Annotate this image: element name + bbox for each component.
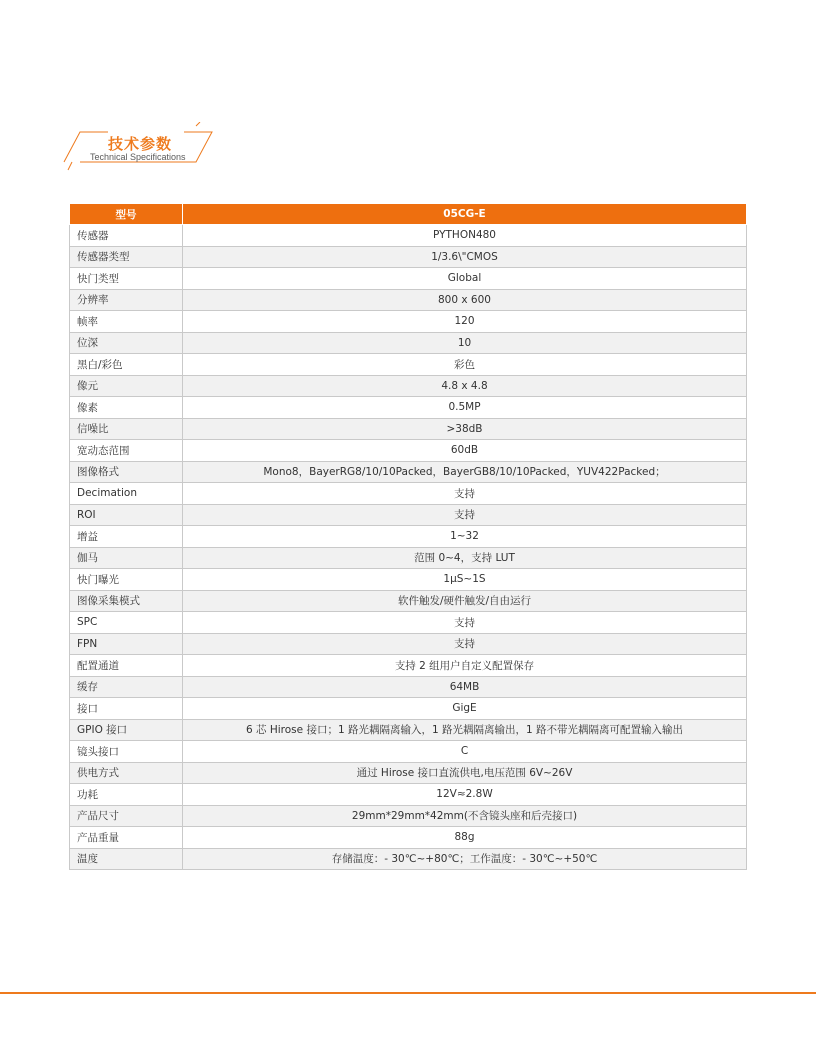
spec-value: >38dB xyxy=(183,418,747,440)
spec-label: 位深 xyxy=(70,332,183,354)
table-row xyxy=(70,655,747,677)
spec-value: C xyxy=(183,741,747,763)
table-row xyxy=(70,676,747,698)
spec-value: PYTHON480 xyxy=(183,225,747,247)
spec-value: 1/3.6\"CMOS xyxy=(183,246,747,268)
table-row xyxy=(70,289,747,311)
table-row xyxy=(70,504,747,526)
table-row xyxy=(70,762,747,784)
spec-value: 支持 xyxy=(183,612,747,634)
spec-value: 120 xyxy=(183,311,747,333)
spec-label: 快门类型 xyxy=(70,268,183,290)
spec-value: 0.5MP xyxy=(183,397,747,419)
spec-value: 4.8 x 4.8 xyxy=(183,375,747,397)
column-header-model: 型号 xyxy=(70,204,183,225)
table-row xyxy=(70,590,747,612)
spec-value: GigE xyxy=(183,698,747,720)
table-row xyxy=(70,397,747,419)
spec-label: 伽马 xyxy=(70,547,183,569)
table-row xyxy=(70,719,747,741)
spec-value: 60dB xyxy=(183,440,747,462)
spec-label: 传感器 xyxy=(70,225,183,247)
table-row xyxy=(70,483,747,505)
spec-value: 29mm*29mm*42mm(不含镜头座和后壳接口) xyxy=(183,805,747,827)
table-row xyxy=(70,784,747,806)
spec-value: 通过 Hirose 接口直流供电,电压范围 6V~26V xyxy=(183,762,747,784)
spec-value: 6 芯 Hirose 接口；1 路光耦隔离输入，1 路光耦隔离输出，1 路不带光耦隔离可配置输入输出 xyxy=(183,719,747,741)
spec-label: 温度 xyxy=(70,848,183,870)
spec-value: 支持 xyxy=(183,483,747,505)
spec-value: 软件触发/硬件触发/自由运行 xyxy=(183,590,747,612)
spec-value: Global xyxy=(183,268,747,290)
column-header-product: 05CG-E xyxy=(183,204,747,225)
spec-label: FPN xyxy=(70,633,183,655)
spec-label: 像素 xyxy=(70,397,183,419)
spec-table-body xyxy=(70,225,747,870)
spec-value: 800 x 600 xyxy=(183,289,747,311)
spec-label: 产品重量 xyxy=(70,827,183,849)
spec-label: 分辨率 xyxy=(70,289,183,311)
spec-label: 黑白/彩色 xyxy=(70,354,183,376)
spec-label: 帧率 xyxy=(70,311,183,333)
table-row xyxy=(70,526,747,548)
spec-label: 产品尺寸 xyxy=(70,805,183,827)
spec-label: 接口 xyxy=(70,698,183,720)
spec-label: 缓存 xyxy=(70,676,183,698)
spec-value: 64MB xyxy=(183,676,747,698)
spec-value: 支持 2 组用户自定义配置保存 xyxy=(183,655,747,677)
table-row xyxy=(70,332,747,354)
spec-label: 增益 xyxy=(70,526,183,548)
spec-value: 支持 xyxy=(183,633,747,655)
table-header-row xyxy=(70,204,747,225)
table-row xyxy=(70,848,747,870)
table-row xyxy=(70,698,747,720)
spec-label: 配置通道 xyxy=(70,655,183,677)
table-row xyxy=(70,354,747,376)
spec-value: 存储温度：- 30℃~+80℃；工作温度：- 30℃~+50℃ xyxy=(183,848,747,870)
spec-label: SPC xyxy=(70,612,183,634)
spec-value: 1μS~1S xyxy=(183,569,747,591)
table-row xyxy=(70,440,747,462)
footer-divider xyxy=(0,992,816,994)
spec-table xyxy=(69,203,747,870)
spec-value: 支持 xyxy=(183,504,747,526)
spec-label: 功耗 xyxy=(70,784,183,806)
spec-label: 宽动态范围 xyxy=(70,440,183,462)
table-row xyxy=(70,612,747,634)
table-row xyxy=(70,741,747,763)
spec-label: Decimation xyxy=(70,483,183,505)
spec-label: 镜头接口 xyxy=(70,741,183,763)
table-row xyxy=(70,461,747,483)
section-title: 技术参数 xyxy=(108,135,173,153)
spec-value: Mono8，BayerRG8/10/10Packed，BayerGB8/10/10Packed，YUV422Packed； xyxy=(183,461,747,483)
spec-label: 图像格式 xyxy=(70,461,183,483)
spec-label: 快门曝光 xyxy=(70,569,183,591)
spec-value: 88g xyxy=(183,827,747,849)
table-row xyxy=(70,569,747,591)
spec-label: ROI xyxy=(70,504,183,526)
table-row xyxy=(70,225,747,247)
table-row xyxy=(70,633,747,655)
spec-label: 图像采集模式 xyxy=(70,590,183,612)
table-row xyxy=(70,805,747,827)
spec-value: 范围 0~4，支持 LUT xyxy=(183,547,747,569)
table-row xyxy=(70,311,747,333)
spec-value: 10 xyxy=(183,332,747,354)
table-row xyxy=(70,375,747,397)
spec-value: 彩色 xyxy=(183,354,747,376)
section-subtitle: Technical Specifications xyxy=(90,152,186,162)
table-row xyxy=(70,246,747,268)
spec-value: 12V≈2.8W xyxy=(183,784,747,806)
table-row xyxy=(70,418,747,440)
table-row xyxy=(70,827,747,849)
spec-label: 像元 xyxy=(70,375,183,397)
spec-value: 1~32 xyxy=(183,526,747,548)
section-header xyxy=(62,122,222,174)
table-row xyxy=(70,547,747,569)
table-row xyxy=(70,268,747,290)
spec-label: 传感器类型 xyxy=(70,246,183,268)
spec-label: 信噪比 xyxy=(70,418,183,440)
spec-label: 供电方式 xyxy=(70,762,183,784)
spec-label: GPIO 接口 xyxy=(70,719,183,741)
